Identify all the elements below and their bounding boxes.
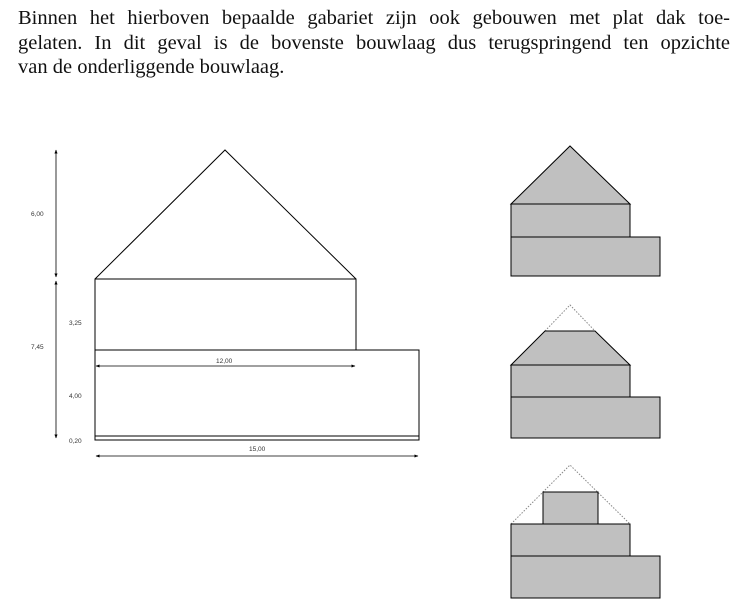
paragraph-line-2: gelaten. In dit geval is de bovenste bouwlaag dus terugspringend ten opzichte bbox=[18, 31, 730, 54]
dim-label-upper-width: 12,00 bbox=[216, 358, 233, 365]
dim-label-upper-height: 3,25 bbox=[69, 320, 82, 327]
roof-outline bbox=[95, 150, 356, 279]
dim-label-roof-height: 6,00 bbox=[31, 211, 44, 218]
variant2-upper-floor bbox=[511, 365, 630, 397]
paragraph-line-3: van de onderliggende bouwlaag. bbox=[18, 56, 285, 78]
dim-label-base-height: 0,20 bbox=[69, 438, 82, 445]
variant-flat-roof-setback bbox=[511, 465, 660, 598]
base-plinth-outline bbox=[95, 436, 419, 440]
variant2-roof bbox=[511, 331, 630, 365]
variant1-upper-floor bbox=[511, 204, 630, 237]
variant1-lower-floor bbox=[511, 237, 660, 276]
upper-floor-outline bbox=[95, 279, 356, 350]
variant3-setback-floor bbox=[543, 492, 598, 524]
variant2-gabarit-dotted bbox=[545, 305, 595, 331]
variant3-upper-floor bbox=[511, 524, 630, 556]
variant-pitched-roof bbox=[511, 146, 660, 276]
variant2-lower-floor bbox=[511, 397, 660, 438]
variant-truncated-roof bbox=[511, 305, 660, 438]
dim-label-lower-width: 15,00 bbox=[249, 446, 266, 453]
variant1-roof bbox=[511, 146, 630, 204]
variant3-lower-floor bbox=[511, 556, 660, 598]
main-section-drawing bbox=[95, 150, 419, 440]
lower-floor-outline bbox=[95, 350, 419, 436]
dim-label-total-height: 7,45 bbox=[31, 344, 44, 351]
dim-label-lower-height: 4,00 bbox=[69, 393, 82, 400]
paragraph-line-1: Binnen het hierboven bepaalde gabariet zijn ook gebouwen met plat dak toe- bbox=[18, 7, 730, 29]
